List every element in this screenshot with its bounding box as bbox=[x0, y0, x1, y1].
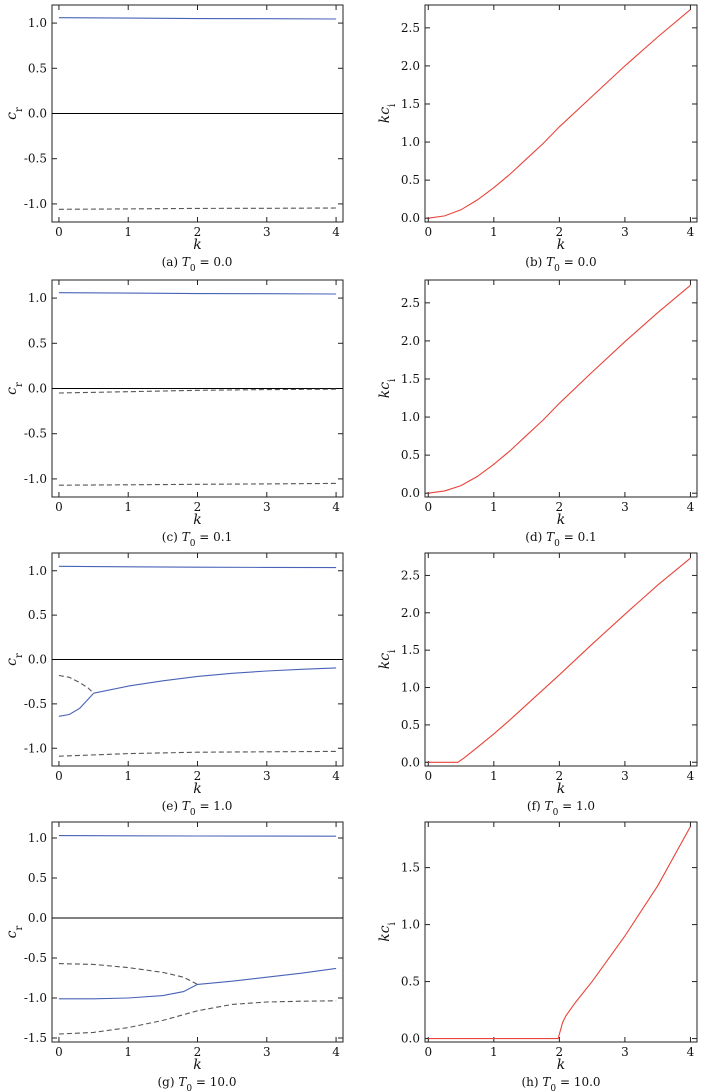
y-tick-label: 0.5 bbox=[27, 608, 47, 623]
y-tick-label: 1.0 bbox=[400, 680, 420, 695]
series-line-dashed bbox=[59, 751, 336, 756]
y-tick-label: 0.5 bbox=[27, 336, 47, 351]
y-tick-label: 0.0 bbox=[400, 486, 420, 501]
series-line-blue bbox=[59, 693, 94, 716]
x-tick-label: 0 bbox=[55, 500, 63, 514]
x-tick-label: 0 bbox=[55, 1045, 63, 1059]
panel-c bbox=[4, 280, 343, 549]
y-tick-label: 0.0 bbox=[400, 1031, 420, 1046]
x-tick-label: 1 bbox=[124, 225, 133, 239]
panel-caption: (b) $T_0 = 0.0$ bbox=[525, 255, 597, 274]
x-tick-label: 2 bbox=[555, 225, 564, 239]
x-axis-label: k bbox=[193, 1057, 202, 1073]
x-tick-label: 3 bbox=[262, 1045, 271, 1059]
y-axis-label: $kc_i$ bbox=[377, 922, 398, 942]
x-tick-label: 1 bbox=[489, 769, 498, 783]
series-line-red bbox=[428, 827, 690, 1039]
y-tick-label: 0.5 bbox=[400, 974, 420, 989]
y-axis-label: $c_r$ bbox=[4, 382, 25, 395]
x-tick-label: 1 bbox=[489, 225, 498, 239]
plot-frame bbox=[425, 280, 697, 497]
x-tick-label: 1 bbox=[124, 769, 133, 783]
x-tick-label: 2 bbox=[193, 1045, 202, 1059]
x-tick-label: 4 bbox=[686, 1045, 695, 1059]
y-tick-label: 1.5 bbox=[400, 371, 420, 386]
panel-d bbox=[377, 280, 697, 549]
y-axis-label: $c_r$ bbox=[4, 653, 25, 666]
y-axis-label: $c_r$ bbox=[4, 107, 25, 120]
plot-frame bbox=[425, 822, 697, 1042]
x-tick-label: 2 bbox=[555, 500, 564, 514]
y-tick-label: -0.5 bbox=[23, 951, 47, 965]
x-axis-label: k bbox=[556, 781, 566, 797]
y-tick-label: 2.5 bbox=[400, 568, 420, 583]
x-tick-label: 4 bbox=[332, 769, 340, 783]
series-line-blue bbox=[59, 293, 336, 294]
panel-caption: (e) $T_0 = 1.0$ bbox=[161, 799, 233, 818]
series-line-blue bbox=[59, 18, 336, 19]
x-tick-label: 2 bbox=[193, 769, 202, 783]
panel-b bbox=[377, 5, 697, 274]
plot-frame bbox=[425, 553, 697, 766]
x-axis-label: k bbox=[193, 512, 202, 528]
y-tick-label: 1.0 bbox=[27, 831, 47, 845]
panel-h bbox=[377, 822, 697, 1091]
panel-a bbox=[4, 5, 343, 274]
x-tick-label: 0 bbox=[424, 1045, 433, 1059]
y-tick-label: 1.0 bbox=[27, 16, 47, 31]
x-tick-label: 0 bbox=[424, 500, 433, 514]
x-tick-label: 2 bbox=[193, 500, 202, 514]
y-tick-label: 1.0 bbox=[400, 410, 420, 425]
panel-caption: (c) $T_0 = 0.1$ bbox=[161, 530, 233, 549]
y-tick-label: 1.5 bbox=[400, 96, 420, 111]
y-tick-label: 2.5 bbox=[400, 295, 420, 310]
panel-caption: (h) $T_0 = 10.0$ bbox=[521, 1075, 601, 1091]
x-tick-label: 3 bbox=[262, 500, 271, 514]
y-tick-label: 0.0 bbox=[400, 211, 420, 226]
y-tick-label: 0.5 bbox=[400, 173, 420, 188]
y-tick-label: -1.0 bbox=[23, 471, 47, 486]
x-tick-label: 4 bbox=[686, 500, 695, 514]
series-line-red bbox=[428, 10, 690, 219]
x-tick-label: 3 bbox=[621, 769, 629, 783]
x-tick-label: 2 bbox=[193, 225, 202, 239]
y-tick-label: -0.5 bbox=[23, 696, 47, 711]
panel-caption: (d) $T_0 = 0.1$ bbox=[525, 530, 597, 549]
x-tick-label: 1 bbox=[489, 1045, 498, 1059]
series-line-red bbox=[428, 285, 690, 493]
x-axis-label: k bbox=[556, 237, 566, 253]
y-tick-label: 0.0 bbox=[27, 652, 47, 667]
series-line-red bbox=[428, 558, 690, 762]
x-tick-label: 3 bbox=[262, 225, 271, 239]
y-tick-label: 0.5 bbox=[27, 871, 47, 885]
x-tick-label: 2 bbox=[555, 769, 564, 783]
x-tick-label: 0 bbox=[55, 225, 63, 239]
x-tick-label: 0 bbox=[55, 769, 63, 783]
y-tick-label: 2.0 bbox=[400, 605, 420, 620]
x-tick-label: 4 bbox=[332, 1045, 340, 1059]
series-line-dashed bbox=[59, 483, 336, 485]
y-tick-label: 0.0 bbox=[27, 106, 47, 121]
x-tick-label: 4 bbox=[686, 769, 695, 783]
series-line-dashed bbox=[59, 389, 336, 393]
series-line-blue bbox=[198, 968, 337, 984]
panel-e bbox=[4, 553, 343, 818]
y-tick-label: -1.0 bbox=[23, 741, 47, 756]
y-tick-label: 0.5 bbox=[400, 717, 420, 732]
panel-caption: (a) $T_0 = 0.0$ bbox=[161, 255, 233, 274]
y-tick-label: 1.5 bbox=[400, 860, 420, 875]
y-tick-label: 1.0 bbox=[27, 563, 47, 578]
y-tick-label: -0.5 bbox=[23, 426, 47, 441]
y-tick-label: -1.5 bbox=[23, 1031, 47, 1045]
y-tick-label: 0.0 bbox=[400, 755, 420, 770]
x-tick-label: 4 bbox=[332, 225, 340, 239]
series-line-dashed bbox=[59, 1001, 336, 1034]
x-tick-label: 4 bbox=[332, 500, 340, 514]
y-tick-label: 2.0 bbox=[400, 333, 420, 348]
series-line-blue bbox=[59, 566, 336, 567]
plot-frame bbox=[52, 822, 343, 1042]
series-line-blue bbox=[59, 984, 198, 998]
y-tick-label: 1.0 bbox=[27, 291, 47, 306]
x-tick-label: 3 bbox=[621, 500, 629, 514]
x-tick-label: 1 bbox=[124, 500, 133, 514]
y-tick-label: 0.5 bbox=[27, 61, 47, 76]
panel-caption: (f) $T_0 = 1.0$ bbox=[526, 799, 596, 818]
y-tick-label: 0.0 bbox=[27, 911, 47, 925]
x-tick-label: 3 bbox=[621, 225, 629, 239]
x-axis-label: k bbox=[193, 237, 202, 253]
series-line-dashed bbox=[59, 676, 94, 694]
series-line-dashed bbox=[59, 208, 336, 209]
y-tick-label: 2.0 bbox=[400, 58, 420, 73]
x-axis-label: k bbox=[193, 781, 202, 797]
x-tick-label: 1 bbox=[124, 1045, 133, 1059]
panel-caption: (g) $T_0 = 10.0$ bbox=[157, 1075, 237, 1091]
series-line-blue bbox=[94, 668, 337, 693]
y-axis-label: $kc_i$ bbox=[377, 378, 398, 399]
panel-f bbox=[377, 553, 697, 818]
y-tick-label: 0.5 bbox=[400, 448, 420, 463]
y-tick-label: -1.0 bbox=[23, 991, 47, 1005]
y-axis-label: $c_r$ bbox=[4, 925, 25, 939]
x-tick-label: 3 bbox=[621, 1045, 629, 1059]
x-tick-label: 1 bbox=[489, 500, 498, 514]
x-tick-label: 0 bbox=[424, 769, 433, 783]
y-tick-label: 1.0 bbox=[400, 917, 420, 932]
y-tick-label: 1.0 bbox=[400, 135, 420, 150]
series-line-blue bbox=[59, 836, 336, 837]
y-tick-label: 2.5 bbox=[400, 20, 420, 35]
x-tick-label: 0 bbox=[424, 225, 433, 239]
y-tick-label: 1.5 bbox=[400, 643, 420, 658]
x-axis-label: k bbox=[556, 512, 566, 528]
y-axis-label: $kc_i$ bbox=[377, 649, 398, 670]
series-line-dashed bbox=[59, 964, 198, 985]
plot-frame bbox=[425, 5, 697, 222]
y-tick-label: 0.0 bbox=[27, 381, 47, 396]
x-tick-label: 4 bbox=[686, 225, 695, 239]
x-axis-label: k bbox=[556, 1057, 566, 1073]
x-tick-label: 2 bbox=[555, 1045, 564, 1059]
panel-g bbox=[4, 822, 343, 1091]
y-tick-label: -0.5 bbox=[23, 151, 47, 166]
y-tick-label: -1.0 bbox=[23, 196, 47, 211]
y-axis-label: $kc_i$ bbox=[377, 103, 398, 124]
x-tick-label: 3 bbox=[262, 769, 271, 783]
